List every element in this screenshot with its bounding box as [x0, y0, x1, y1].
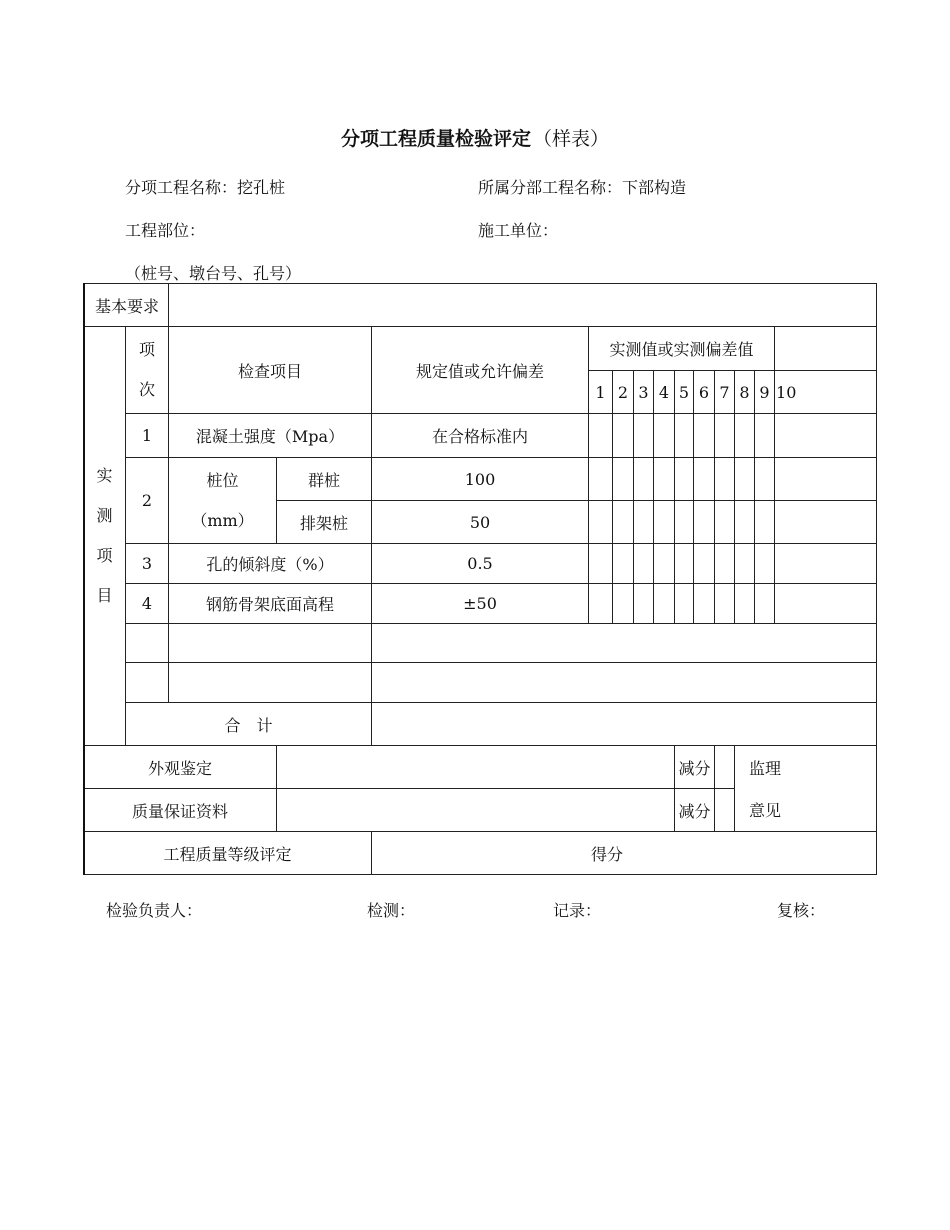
row-2-item: 桩位 （mm）	[169, 458, 277, 544]
measure-col-5: 5	[675, 371, 694, 414]
measure-col-7: 7	[715, 371, 735, 414]
recorder-label: 记录：	[553, 901, 602, 920]
total-value	[372, 703, 877, 746]
table-row	[84, 414, 877, 458]
row-3-item: 孔的倾斜度（%）	[169, 544, 372, 584]
basic-req-label: 基本要求	[84, 284, 169, 327]
row-3-no: 3	[126, 544, 169, 584]
measure-col-2: 2	[613, 371, 634, 414]
row-2-spec1: 100	[372, 458, 589, 501]
col-spec-header: 规定值或允许偏差	[372, 327, 589, 414]
opinion-label: 意见	[735, 789, 877, 832]
measure-col-3: 3	[634, 371, 654, 414]
table-row	[84, 458, 877, 501]
score-label: 得分	[372, 832, 877, 875]
appearance-content	[277, 746, 675, 789]
title-main: 分项工程质量检验评定	[340, 128, 531, 150]
location-note: （桩号、墩台号、孔号）	[125, 264, 302, 283]
total-label: 合 计	[126, 703, 372, 746]
location-label: 工程部位：	[125, 221, 206, 240]
measured-header-tail	[775, 327, 877, 371]
supervisor-label: 监理	[735, 746, 877, 789]
grade-label: 工程质量等级评定	[84, 832, 372, 875]
col-measured-header: 实测值或实测偏差值	[589, 327, 775, 371]
reviewer-label: 复核：	[777, 901, 826, 920]
contractor-label: 施工单位：	[478, 221, 559, 240]
tester-label: 检测：	[367, 901, 416, 920]
quality-docs-row	[84, 789, 877, 832]
appearance-row	[84, 746, 877, 789]
table-row	[84, 624, 877, 663]
row-2-sub2: 排架桩	[277, 501, 372, 544]
table-row	[84, 544, 877, 584]
row-4-spec: ±50	[372, 584, 589, 624]
total-row	[84, 703, 877, 746]
measure-col-8: 8	[735, 371, 755, 414]
row-2-spec2: 50	[372, 501, 589, 544]
measure-col-6: 6	[694, 371, 715, 414]
row-2-sub1: 群桩	[277, 458, 372, 501]
basic-req-content	[169, 284, 877, 327]
inspection-table	[83, 283, 877, 875]
header-row	[84, 327, 877, 371]
inspector-label: 检验负责人：	[106, 901, 203, 920]
grade-row	[84, 832, 877, 875]
appearance-deduction-value	[715, 746, 735, 789]
quality-deduction-value	[715, 789, 735, 832]
page-title	[0, 124, 950, 151]
table-left-border	[83, 283, 85, 875]
parent-project: 所属分部工程名称：下部构造	[478, 178, 687, 197]
measure-col-9: 9	[755, 371, 775, 414]
table-row	[84, 584, 877, 624]
measure-col-10: 10	[775, 371, 877, 414]
measure-col-4: 4	[654, 371, 675, 414]
col-item-header: 检查项目	[169, 327, 372, 414]
quality-docs-content	[277, 789, 675, 832]
row-1-no: 1	[126, 414, 169, 458]
inspection-table-frame	[83, 283, 801, 875]
row-4-item: 钢筋骨架底面高程	[169, 584, 372, 624]
row-3-spec: 0.5	[372, 544, 589, 584]
table-row	[84, 663, 877, 703]
row-4-no: 4	[126, 584, 169, 624]
appearance-label: 外观鉴定	[84, 746, 277, 789]
project-name: 分项工程名称：挖孔桩	[125, 178, 286, 197]
row-1-spec: 在合格标准内	[372, 414, 589, 458]
col-index-header: 项 次	[126, 327, 169, 414]
measure-col-1: 1	[589, 371, 613, 414]
row-1-item: 混凝土强度（Mpa）	[169, 414, 372, 458]
basic-req-row	[84, 284, 877, 327]
measured-items-label: 实 测 项 目	[84, 327, 126, 746]
appearance-deduction-label: 减分	[675, 746, 715, 789]
quality-docs-label: 质量保证资料	[84, 789, 277, 832]
title-suffix: （样表）	[533, 128, 610, 150]
row-2-no: 2	[126, 458, 169, 544]
quality-deduction-label: 减分	[675, 789, 715, 832]
